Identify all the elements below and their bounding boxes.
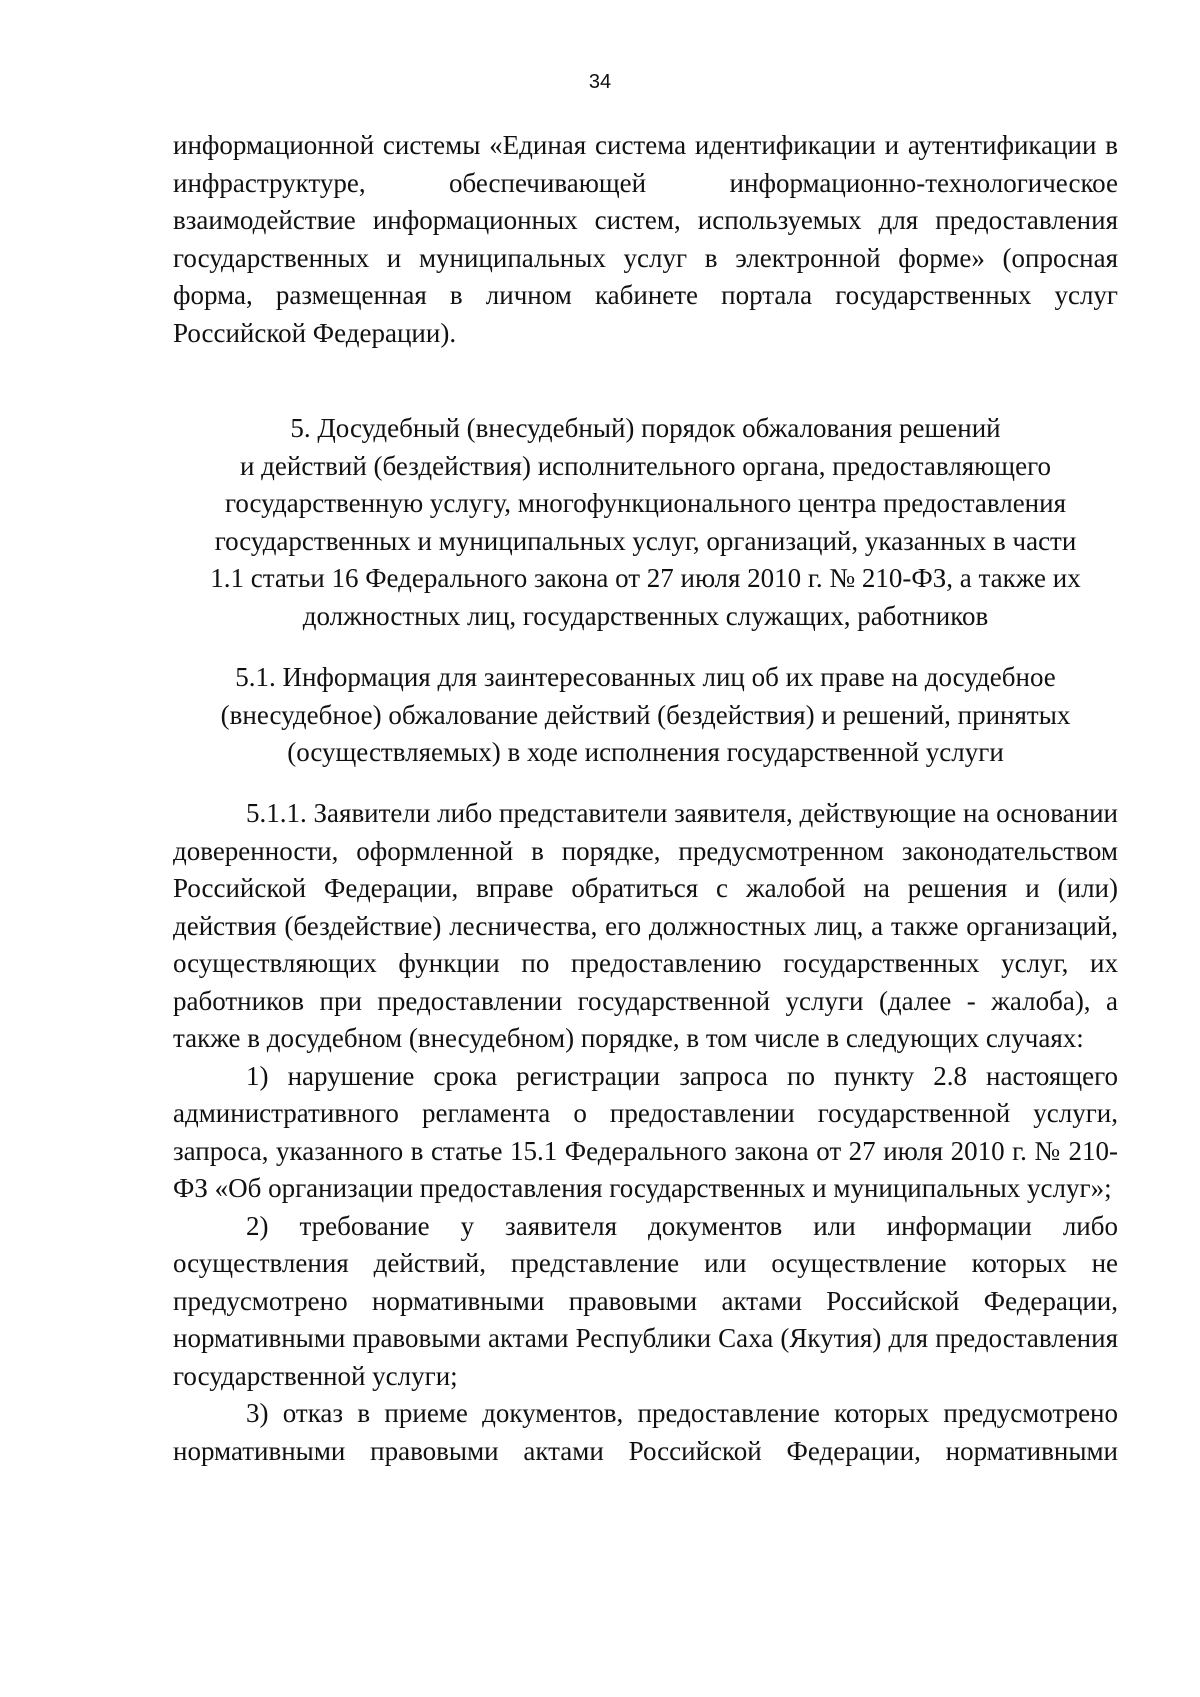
section-5-1-heading-line: 5.1. Информация для заинтересованных лиц об их праве на досудебное	[235, 662, 1056, 692]
section-5-1-heading	[173, 659, 1118, 772]
section-5-heading-line: должностных лиц, государственных служащих, работников	[302, 600, 989, 631]
body-paragraphs	[173, 795, 1118, 1470]
page-number: 34	[588, 71, 612, 93]
section-5-heading-line: и действий (бездействия) исполнительного органа, предоставляющего	[239, 450, 1051, 481]
intro-paragraph: информационной системы «Единая система идентификации и аутентификации в инфраструктуре, обеспечивающей информационно-технологическое взаимодействие информационных систем, используемых для предоставления государственных и муниципальных услуг в электронной форме» (опросная форма, размещенная в личном кабинете портала государственных услуг Российской Федерации).	[173, 130, 1118, 348]
section-5-heading-line: государственную услугу, многофункционального центра предоставления	[224, 488, 1066, 518]
section-5-heading	[173, 410, 1118, 635]
list-item-3: 3) отказ в приеме документов, предоставление которых предусмотрено нормативными правовыми актами Российской Федерации, нормативными	[173, 1398, 1118, 1466]
intro-paragraph-block	[173, 127, 1118, 352]
section-5-1-heading-line: (осуществляемых) в ходе исполнения государственной услуги	[287, 737, 1004, 767]
list-item-2: 2) требование у заявителя документов или информации либо осуществления действий, представление или осуществление которых не предусмотрено нормативными правовыми актами Российской Федерации, нормативными правовыми актами Республики Саха (Якутия) для предоставления государственной услуги;	[173, 1210, 1118, 1391]
section-5-1-heading-line: (внесудебное) обжалование действий (бездействия) и решений, принятых	[220, 699, 1071, 730]
list-item-1: 1) нарушение срока регистрации запроса по пункту 2.8 настоящего административного регламента о предоставлении государственной услуги, запроса, указанного в статье 15.1 Федерального закона от 27 июля 2010 г. № 210-ФЗ «Об организации предоставления государственных и муниципальных услуг»;	[173, 1060, 1118, 1203]
paragraph-5-1-1: 5.1.1. Заявители либо представители заявителя, действующие на основании доверенности, оформленной в порядке, предусмотренном законодательством Российской Федерации, вправе обратиться с жалобой на решения и (или) действия (бездействие) лесничества, его должностных лиц, а также организаций, осуществляющих функции по предоставлению государственных услуг, их работников при предоставлении государственной услуги (далее - жалоба), а также в досудебном (внесудебном) порядке, в том числе в следующих случаях:	[173, 798, 1118, 1053]
section-5-heading-line: государственных и муниципальных услуг, организаций, указанных в части	[214, 525, 1077, 556]
section-5-heading-line: 1.1 статьи 16 Федерального закона от 27 июля 2010 г. № 210-ФЗ, а также их	[210, 563, 1081, 593]
section-5-heading-line: 5. Досудебный (внесудебный) порядок обжалования решений	[290, 413, 1001, 443]
